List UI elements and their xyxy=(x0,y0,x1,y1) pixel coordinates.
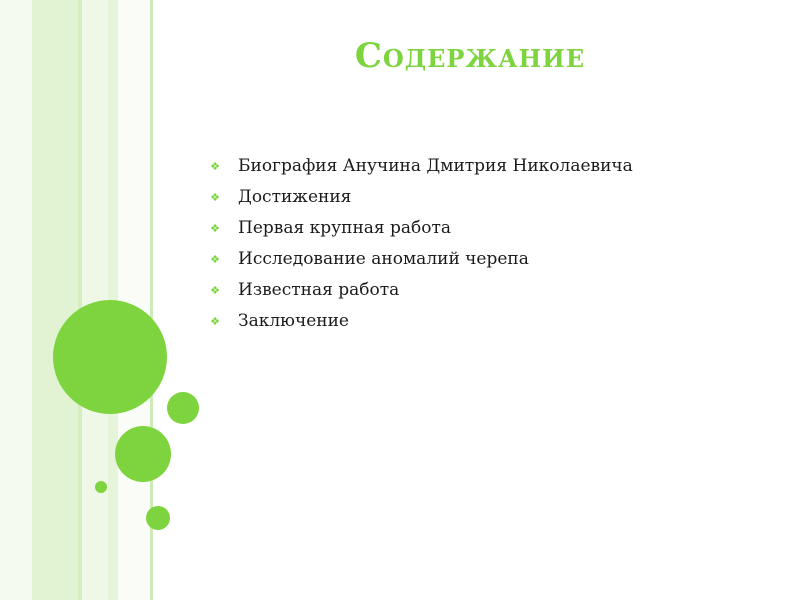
decor-circle xyxy=(115,426,171,482)
diamond-bullet-icon: ❖ xyxy=(210,160,220,173)
diamond-bullet-icon: ❖ xyxy=(210,191,220,204)
decor-circle xyxy=(167,392,199,424)
decor-stripe xyxy=(118,0,150,600)
decor-circle-large xyxy=(53,300,167,414)
list-item xyxy=(208,213,633,244)
list-item-label: Биография Анучина Дмитрия Николаевича xyxy=(238,156,633,176)
slide-title: Содержание xyxy=(354,36,586,76)
decor-circle xyxy=(146,506,170,530)
diamond-bullet-icon: ❖ xyxy=(210,315,220,328)
list-item xyxy=(208,182,633,213)
list-item xyxy=(208,151,633,182)
diamond-bullet-icon: ❖ xyxy=(210,253,220,266)
decor-circle-small xyxy=(95,481,107,493)
list-item xyxy=(208,306,633,337)
decor-stripe xyxy=(32,0,78,600)
contents-list xyxy=(208,151,633,337)
list-item-label: Известная работа xyxy=(238,280,400,300)
list-item-label: Достижения xyxy=(238,187,352,207)
list-item-label: Первая крупная работа xyxy=(238,218,452,238)
diamond-bullet-icon: ❖ xyxy=(210,284,220,297)
list-item-label: Исследование аномалий черепа xyxy=(238,249,529,269)
decor-stripe xyxy=(0,0,32,600)
list-item-label: Заключение xyxy=(238,311,349,331)
list-item xyxy=(208,244,633,275)
list-item xyxy=(208,275,633,306)
diamond-bullet-icon: ❖ xyxy=(210,222,220,235)
